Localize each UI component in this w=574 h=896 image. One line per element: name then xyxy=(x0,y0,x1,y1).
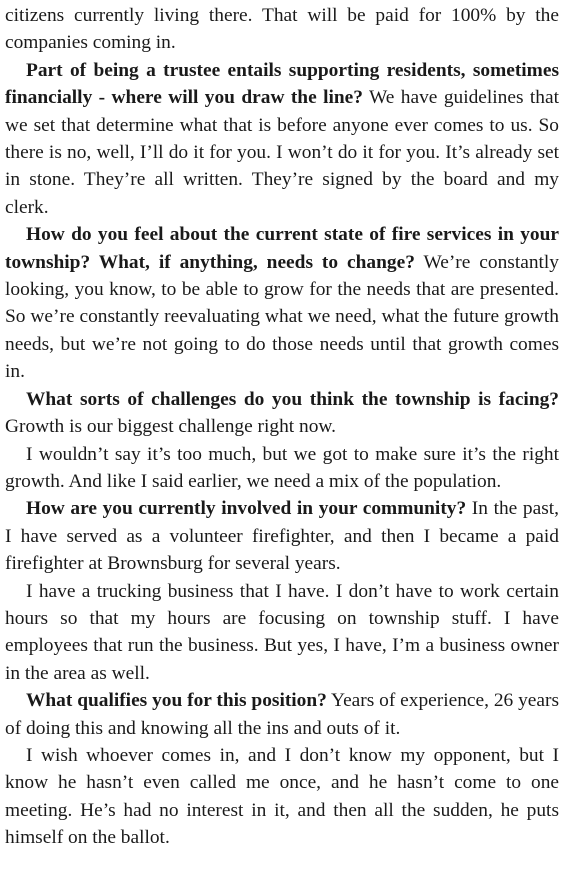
paragraph xyxy=(5,495,559,577)
paragraph xyxy=(5,221,559,385)
question-text: Part of being a trustee entails supporting residents, sometimes financially - where will you draw the line? xyxy=(5,59,559,109)
article-body xyxy=(5,2,559,852)
paragraph xyxy=(5,687,559,742)
answer-text: I have a trucking business that I have. I don’t have to work certain hours so that my hours are focusing on township stuff. I have employees that run the business. But yes, I have, I’m a business owner in the area as well. xyxy=(5,580,559,684)
question-text: What qualifies you for this position? xyxy=(26,690,327,712)
paragraph xyxy=(5,2,559,57)
answer-text: In the past, I have served as a volunteer firefighter, and then I became a paid firefighter at Brownsburg for several years. xyxy=(5,498,559,575)
answer-text: We have guidelines that we set that determine what that is before anyone ever comes to us. So there is no, well, I’ll do it for you. I won’t do it for you. It’s already set in stone. They’re all written. They’re signed by the board and my clerk. xyxy=(5,87,560,218)
paragraph xyxy=(5,742,559,852)
answer-text: I wouldn’t say it’s too much, but we got to make sure it’s the right growth. And like I said earlier, we need a mix of the population. xyxy=(5,443,559,492)
answer-text: I wish whoever comes in, and I don’t know my opponent, but I know he hasn’t even called me once, and he hasn’t come to one meeting. He’s had no interest in it, and then all the sudden, he puts himself on the ballot. xyxy=(5,744,559,849)
answer-text: Growth is our biggest challenge right now. xyxy=(5,416,337,438)
paragraph xyxy=(5,441,559,496)
paragraph xyxy=(5,386,559,441)
paragraph xyxy=(5,57,559,221)
question-text: How do you feel about the current state of fire services in your township? What, if anything, needs to change? xyxy=(5,224,559,273)
answer-text: We’re constantly looking, you know, to be able to grow for the needs that are presented. So we’re constantly reevaluating what we need, what the future growth needs, but we’re not going to do those needs until that growth comes in. xyxy=(5,251,559,383)
question-text: What sorts of challenges do you think the township is facing? xyxy=(26,388,559,410)
answer-text: citizens currently living there. That will be paid for 100% by the companies coming in. xyxy=(5,5,559,54)
question-text: How are you currently involved in your community? xyxy=(26,498,467,520)
paragraph xyxy=(5,578,559,688)
answer-text: Years of experience, 26 years of doing this and knowing all the ins and outs of it. xyxy=(5,690,560,739)
